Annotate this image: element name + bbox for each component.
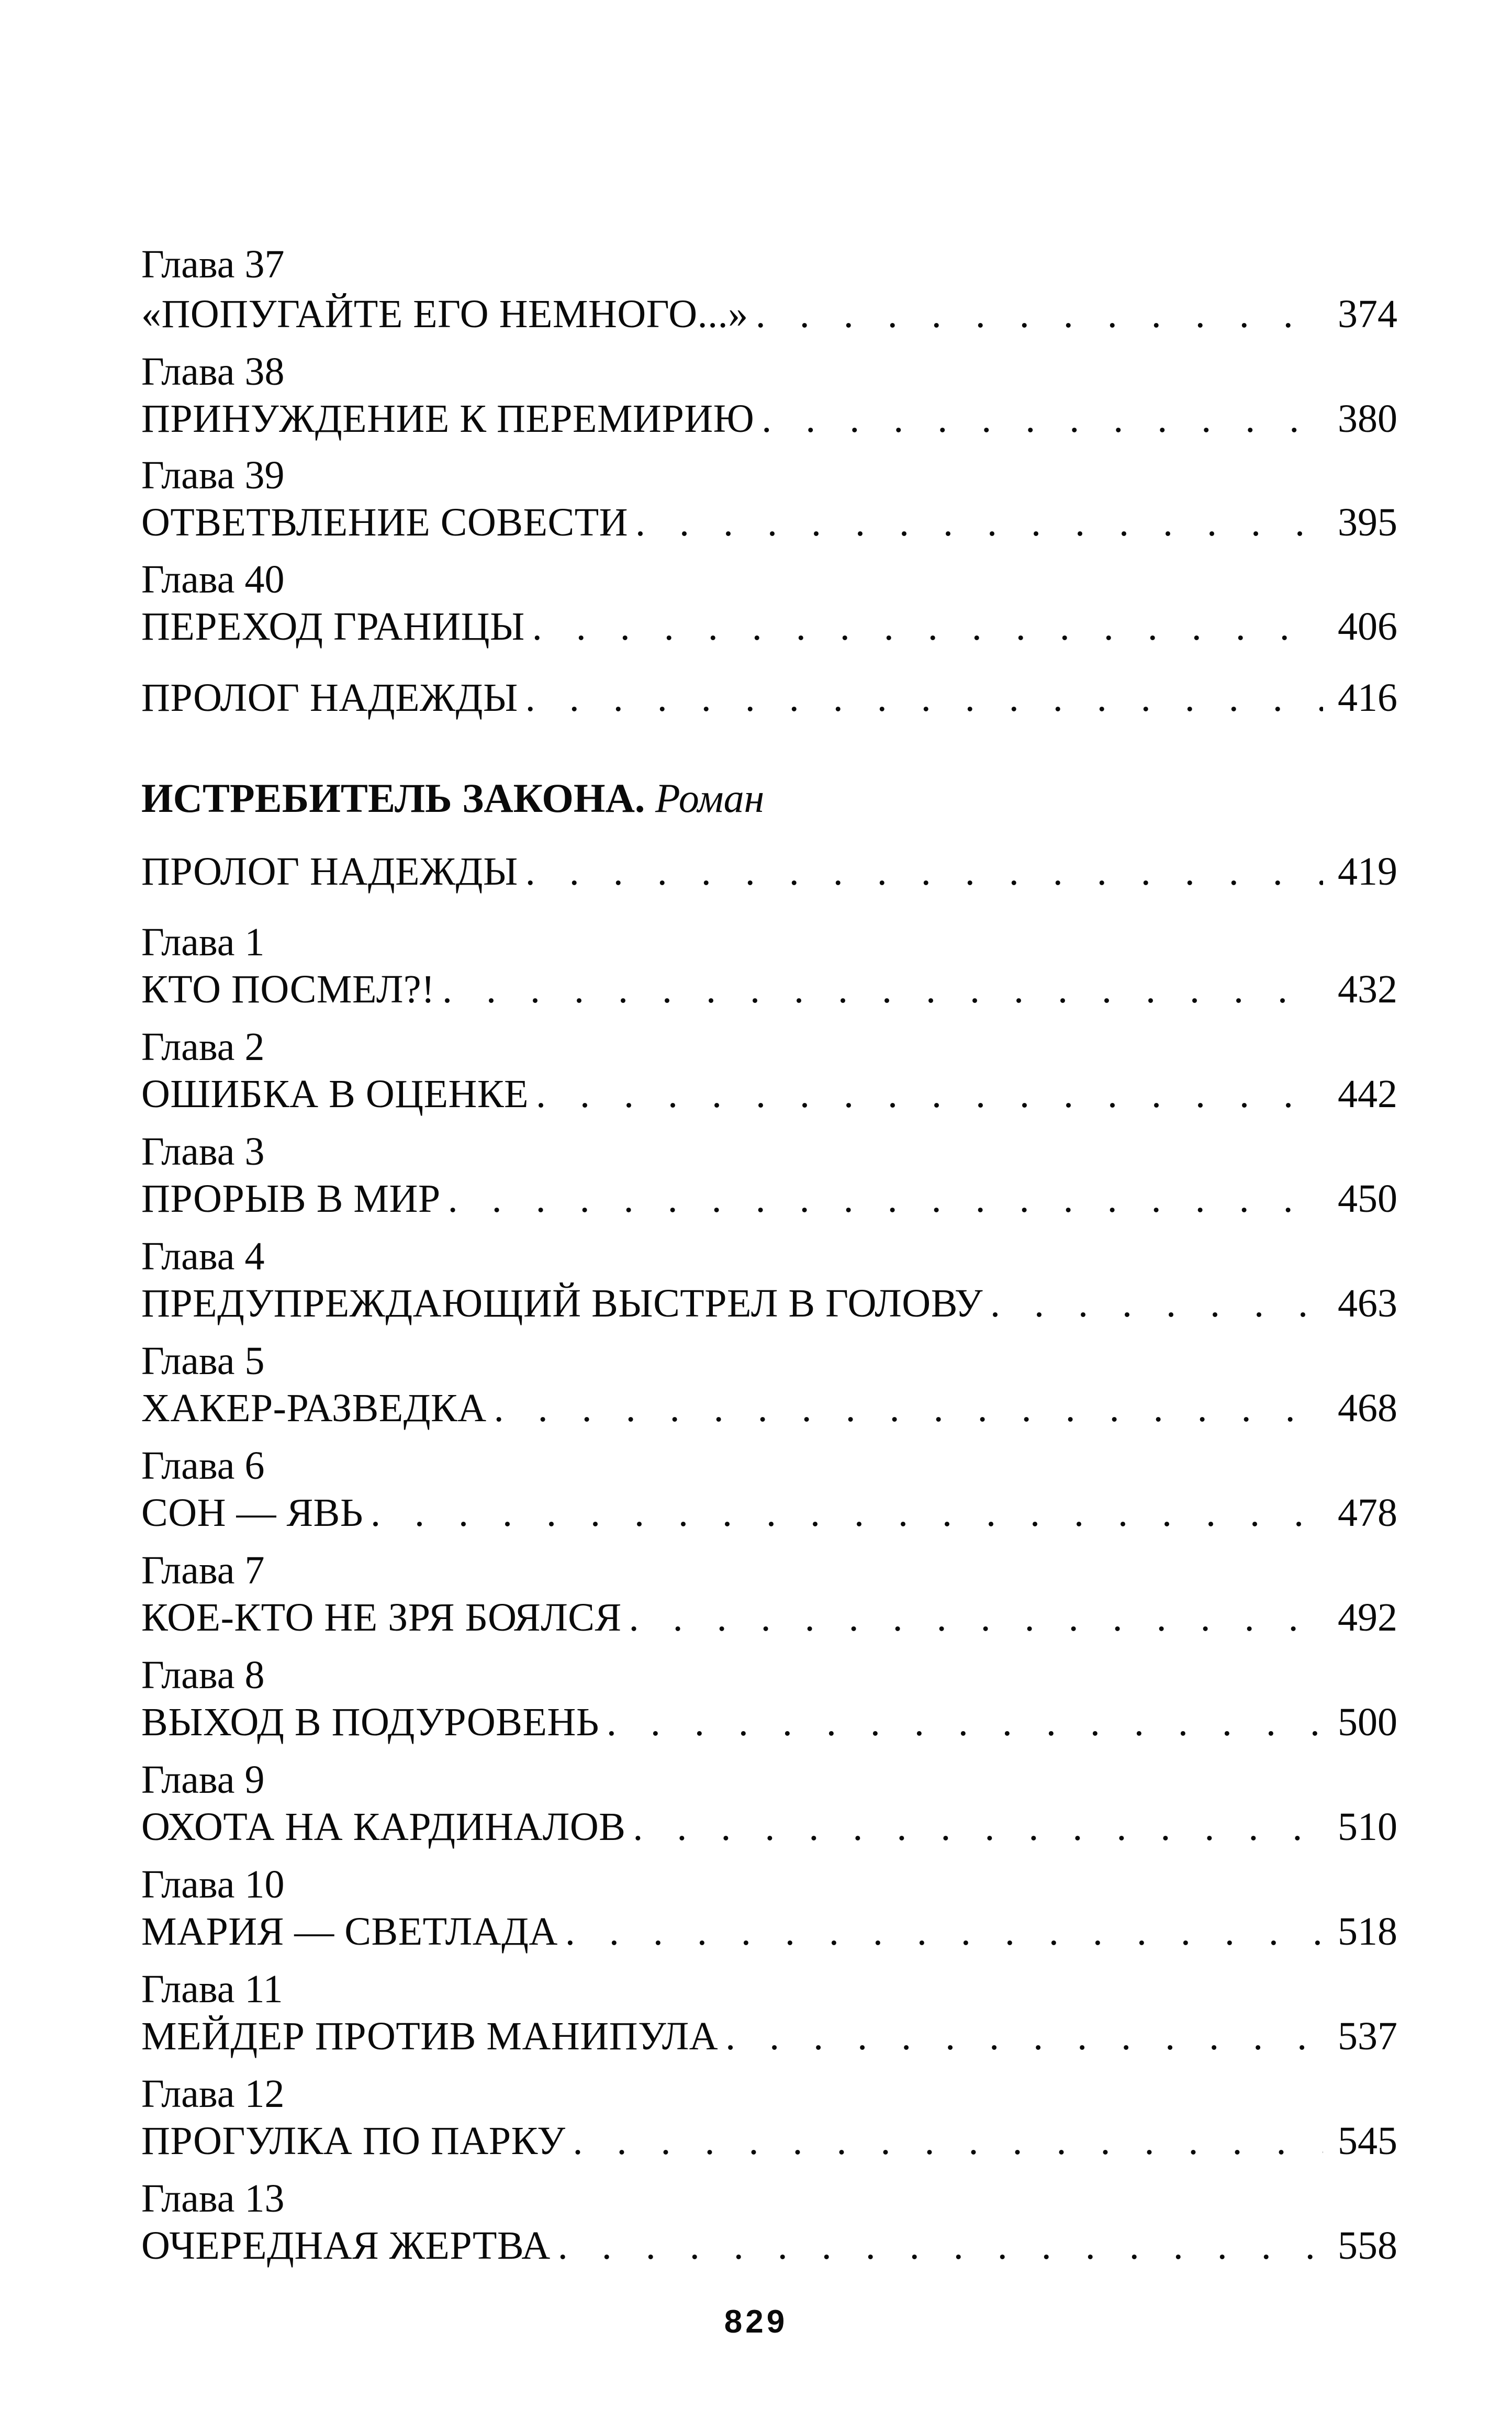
chapter-label: Глава 1 [141, 920, 265, 964]
chapter-label: Глава 2 [141, 1025, 265, 1069]
dot-leader [607, 1699, 1323, 1746]
entry-page-number: 478 [1338, 1491, 1397, 1535]
toc-entry [141, 291, 1397, 338]
dot-leader [573, 2117, 1323, 2165]
chapter-label: Глава 8 [141, 1653, 265, 1697]
toc-entry [141, 1070, 1397, 1118]
entry-title: ВЫХОД В ПОДУРОВЕНЬ [141, 1700, 599, 1744]
chapter-label: Глава 10 [141, 1862, 285, 1906]
section-subtitle: Роман [655, 775, 765, 821]
dot-leader [629, 1594, 1323, 1641]
entry-page-number: 374 [1338, 292, 1397, 336]
section-heading [141, 775, 1397, 822]
toc-entry [141, 1280, 1397, 1327]
entry-page-number: 500 [1338, 1700, 1397, 1744]
entry-title: ОШИБКА В ОЦЕНКЕ [141, 1072, 529, 1116]
dot-leader [525, 848, 1323, 895]
entry-title: ПРОГУЛКА ПО ПАРКУ [141, 2119, 566, 2163]
entry-page-number: 380 [1338, 397, 1397, 441]
toc-entry [141, 499, 1397, 546]
chapter-label: Глава 11 [141, 1967, 283, 2011]
section-title: ИСТРЕБИТЕЛЬ ЗАКОНА. [141, 775, 645, 821]
dot-leader [558, 2222, 1323, 2269]
entry-title: «ПОПУГАЙТЕ ЕГО НЕМНОГО...» [141, 292, 748, 336]
entry-page-number: 419 [1338, 850, 1397, 894]
dot-leader [635, 499, 1323, 546]
toc-entry [141, 1385, 1397, 1432]
entry-title: ПРОЛОГ НАДЕЖДЫ [141, 676, 518, 720]
chapter-label: Глава 40 [141, 557, 285, 601]
entry-page-number: 545 [1338, 2119, 1397, 2163]
entry-page-number: 463 [1338, 1281, 1397, 1325]
entry-page-number: 492 [1338, 1596, 1397, 1639]
dot-leader [494, 1385, 1323, 1432]
chapter-label: Глава 9 [141, 1758, 265, 1802]
entry-title: МАРИЯ — СВЕТЛАДА [141, 1910, 558, 1954]
toc-entry [141, 603, 1397, 650]
chapter-label: Глава 37 [141, 242, 285, 286]
dot-leader [371, 1489, 1323, 1536]
dot-leader [532, 603, 1323, 650]
toc-entry [141, 1699, 1397, 1746]
toc-entry [141, 2222, 1397, 2269]
entry-title: МЕЙДЕР ПРОТИВ МАНИПУЛА [141, 2014, 719, 2058]
entry-title: ОТВЕТВЛЕНИЕ СОВЕСТИ [141, 500, 628, 544]
entry-page-number: 510 [1338, 1805, 1397, 1849]
dot-leader [448, 1175, 1323, 1222]
chapter-label: Глава 39 [141, 453, 285, 497]
toc-entry [141, 1594, 1397, 1641]
entry-title: ПРОЛОГ НАДЕЖДЫ [141, 850, 518, 894]
entry-page-number: 450 [1338, 1177, 1397, 1221]
chapter-label: Глава 12 [141, 2072, 285, 2116]
entry-page-number: 518 [1338, 1910, 1397, 1954]
entry-page-number: 395 [1338, 500, 1397, 544]
toc-entry [141, 966, 1397, 1013]
entry-page-number: 432 [1338, 967, 1397, 1011]
entry-page-number: 558 [1338, 2224, 1397, 2268]
entry-title: КТО ПОСМЕЛ?! [141, 967, 435, 1011]
entry-page-number: 416 [1338, 676, 1397, 720]
chapter-label: Глава 13 [141, 2177, 285, 2221]
chapter-label: Глава 7 [141, 1548, 265, 1592]
dot-leader [725, 2013, 1323, 2060]
entry-page-number: 468 [1338, 1386, 1397, 1430]
entry-page-number: 537 [1338, 2014, 1397, 2058]
entry-title: ПЕРЕХОД ГРАНИЦЫ [141, 605, 525, 649]
entry-title: ОЧЕРЕДНАЯ ЖЕРТВА [141, 2224, 551, 2268]
chapter-label: Глава 38 [141, 350, 285, 394]
dot-leader [761, 395, 1323, 442]
entry-page-number: 442 [1338, 1072, 1397, 1116]
toc-entry [141, 1908, 1397, 1955]
entry-title: ПРИНУЖДЕНИЕ К ПЕРЕМИРИЮ [141, 397, 755, 441]
dot-leader [633, 1803, 1323, 1850]
chapter-label: Глава 5 [141, 1339, 265, 1383]
entry-title: КОЕ-КТО НЕ ЗРЯ БОЯЛСЯ [141, 1596, 622, 1639]
entry-title: ХАКЕР-РАЗВЕДКА [141, 1386, 487, 1430]
dot-leader [565, 1908, 1323, 1955]
toc-entry [141, 1175, 1397, 1222]
entry-title: ПРЕДУПРЕЖДАЮЩИЙ ВЫСТРЕЛ В ГОЛОВУ [141, 1281, 983, 1325]
toc-entry [141, 848, 1397, 895]
dot-leader [990, 1280, 1323, 1327]
entry-title: СОН — ЯВЬ [141, 1491, 363, 1535]
toc-entry [141, 674, 1397, 721]
toc-entry [141, 1489, 1397, 1536]
dot-leader [525, 674, 1323, 721]
entry-page-number: 406 [1338, 605, 1397, 649]
dot-leader [442, 966, 1323, 1013]
page-number: 829 [724, 2304, 788, 2340]
toc-entry [141, 395, 1397, 442]
toc-entry [141, 2013, 1397, 2060]
chapter-label: Глава 3 [141, 1130, 265, 1174]
toc-entry [141, 2117, 1397, 2165]
chapter-label: Глава 4 [141, 1234, 265, 1278]
dot-leader [756, 291, 1323, 338]
entry-title: ОХОТА НА КАРДИНАЛОВ [141, 1805, 626, 1849]
toc-entry [141, 1803, 1397, 1850]
entry-title: ПРОРЫВ В МИР [141, 1177, 441, 1221]
chapter-label: Глава 6 [141, 1444, 265, 1488]
dot-leader [536, 1070, 1323, 1118]
